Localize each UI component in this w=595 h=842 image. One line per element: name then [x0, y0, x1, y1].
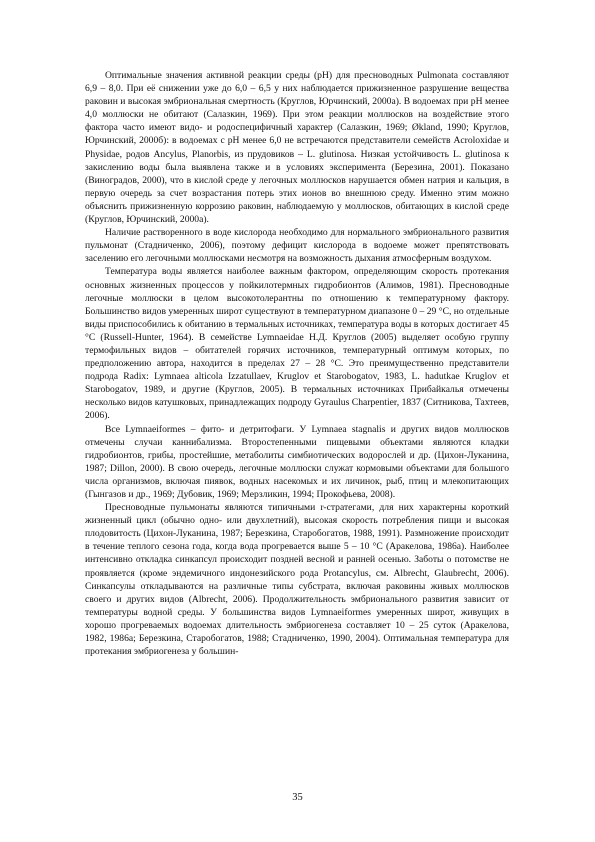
- paragraph: Температура воды является наиболее важным фактором, определяющим скорость протекания основных жизненных процессов у пойкилотермных гидробионтов (Алимов, 1981). Пресноводные легочные моллюски в целом высокотолерантны по отношению к температурному фактору. Большинство видов умеренных широт существуют в температурном диапазоне 0 – 29 °С, но отдельные виды приспособились к обитанию в термальных источниках, температура воды в которых достигает 45 °С (Russell-Hunter, 1964). В семействе Lymnaeidae Н.Д. Круглов (2005) выделяет особую группу термофильных видов – обитателей горячих источников, температурный оптимум которых, по предположению автора, находится в пределах 27 – 28 °С. Это преимущественно представители подрода Radix: Lymnaea alticola Izzatullaev, Kruglov et Starobogatov, 1983, L. hadutkae Kruglov et Starobogatov, 1989, и другие (Круглов, 2005). В термальных источниках Прибайкалья отмечены несколько видов катушковых, принадлежащих подроду Gyraulus Charpentier, 1837 (Ситникова, Тахтеев, 2006).: [85, 266, 509, 422]
- paragraph: Пресноводные пульмонаты являются типичными r-стратегами, для них характерны короткий жизненный цикл (обычно одно- или двухлетний), высокая скорость потребления пищи и высокая плодовитость (Цихон-Луканина, 1987; Березкина, Старобогатов, 1988, 1991). Размножение происходит в течение теплого сезона года, когда вода прогревается выше 5 – 10 °С (Аракелова, 1986а). Наиболее интенсивно откладка синкапсул происходит поздней весной и ранней осенью. Заботы о потомстве не проявляется (кроме эндемичного индонезийского рода Protancylus, см. Albrecht, Glaubrecht, 2006). Синкапсулы откладываются на различные типы субстрата, включая раковины живых моллюсков своего и других видов (Albrecht, 2006). Продолжительность эмбрионального развития зависит от температуры водной среды. У большинства видов Lymnaeiformes умеренных широт, живущих в хорошо прогреваемых водоемах длительность эмбриогенеза составляет 10 – 25 суток (Аракелова, 1982, 1986а; Березкина, Старобогатов, 1988; Стадниченко, 1990, 2004). Оптимальная температура для протекания эмбриогенеза у большин-: [85, 502, 509, 658]
- body-text: [85, 69, 509, 658]
- paragraph: Наличие растворенного в воде кислорода необходимо для нормального эмбрионального развития пульмонат (Стадниченко, 2006), поэтому дефицит кислорода в водоеме может препятствовать заселению его легочными моллюсками несмотря на возможность дыхания атмосферным воздухом.: [85, 227, 509, 265]
- page-number: 35: [292, 792, 303, 803]
- paragraph: Оптимальные значения активной реакции среды (pH) для пресноводных Pulmonata составляют 6,9 – 8,0. При её снижении уже до 6,0 – 6,5 у них наблюдается прижизненное разрушение вещества раковин и высокая эмбриональная смертность (Круглов, Юрчинский, 2000а). В водоемах при pH менее 4,0 моллюски не обитают (Салазкин, 1969). При этом реакции моллюсков на воздействие этого фактора часто имеют видо- и родоспецифичный характер (Салазкин, 1969; Økland, 1990; Круглов, Юрчинский, 2000б): в водоемах с pH менее 6,0 не встречаются представители семейств Acroloxidae и Physidae, родов Ancylus, Planorbis, из прудовиков – L. glutinosa. Низкая устойчивость L. glutinosa к закислению воды была выявлена также и в условиях эксперимента (Березина, 2001). Показано (Виноградов, 2000), что в кислой среде у легочных моллюсков нарушается обмен натрия и кальция, в первую очередь за счет возрастания потерь этих ионов во внешнюю среду. Именно этим можно объяснить прижизненную коррозию раковин, наблюдаемую у моллюсков, обитающих в кислой среде (Круглов, Юрчинский, 2000а).: [85, 70, 509, 226]
- paragraph: Все Lymnaeiformes – фито- и детритофаги. У Lymnaea stagnalis и других видов моллюсков отмечены случаи каннибализма. Второстепенными пищевыми объектами являются кладки гидробионтов, грибы, простейшие, метаболиты симбиотических водорослей и др. (Цихон-Луканина, 1987; Dillon, 2000). В свою очередь, легочные моллюски служат кормовыми объектами для большого числа организмов, включая пиявок, водных насекомых и их личинок, рыб, птиц и млекопитающих (Гынгазов и др., 1969; Дубовик, 1969; Мерзликин, 1994; Прокофьева, 2008).: [85, 423, 509, 500]
